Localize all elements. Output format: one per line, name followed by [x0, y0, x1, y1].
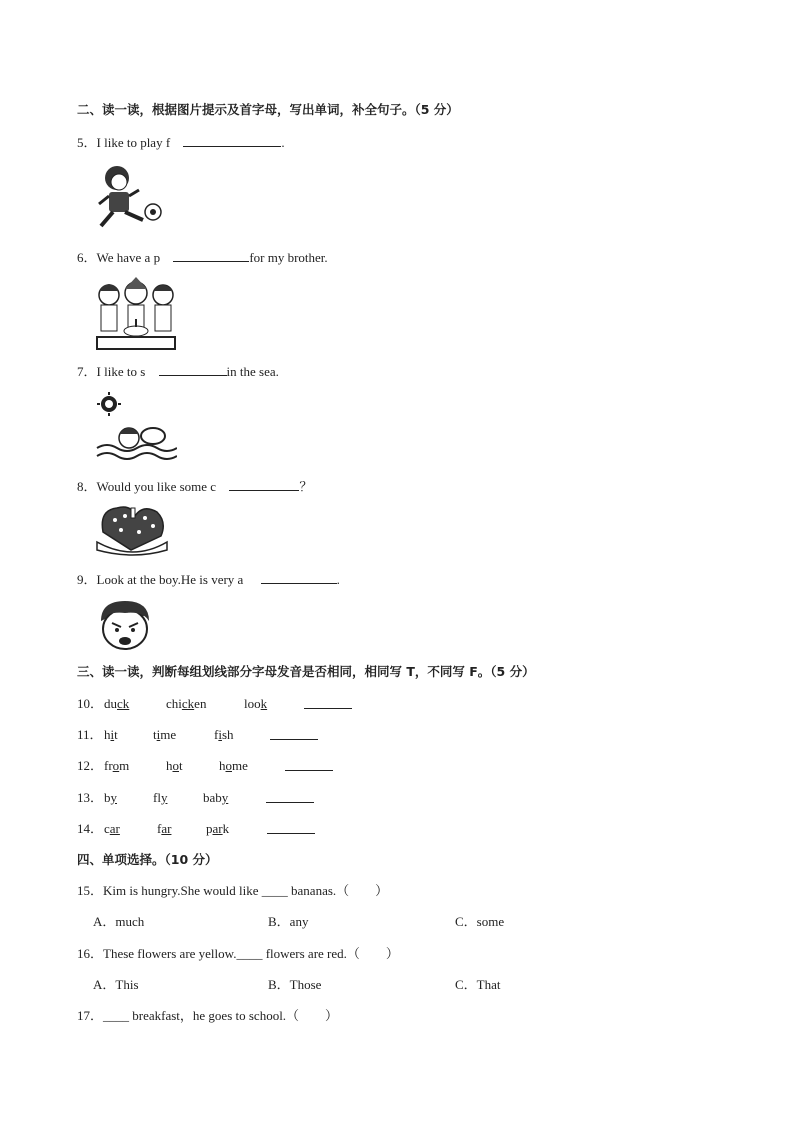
option-b[interactable]: B．Those — [268, 977, 322, 992]
question-6: 6．We have a p for my brother. — [77, 250, 328, 265]
answer-blank[interactable] — [304, 696, 352, 713]
soccer-boy-picture — [95, 162, 167, 232]
phonics-word — [104, 790, 117, 806]
cake-picture — [95, 502, 169, 560]
word-part: h — [219, 758, 226, 773]
question-15: 15．Kim is hungry.She would like ____ bananas.（ ） — [77, 883, 389, 898]
phonics-word — [203, 790, 228, 806]
word-part: t — [179, 758, 183, 773]
question-16: 16．These flowers are yellow.____ flowers are red.（ ） — [77, 946, 399, 961]
phonics-word — [104, 821, 120, 837]
question-number: 10． — [77, 696, 104, 711]
angry-boy-picture — [95, 599, 155, 651]
underlined-letters: ar — [212, 821, 223, 836]
word-part: c — [104, 821, 110, 836]
underlined-letters: ar — [161, 821, 172, 836]
underlined-letters: y — [110, 790, 117, 805]
phonics-word — [104, 727, 118, 743]
underlined-letters: y — [221, 790, 229, 805]
question-5: 5．I like to play f . — [77, 135, 285, 150]
word-part: me — [232, 758, 248, 773]
phonics-word — [104, 696, 129, 712]
phonics-word — [153, 727, 176, 743]
option-b[interactable]: B．any — [268, 914, 309, 929]
question-number: 11． — [77, 727, 103, 742]
question-number: 5． — [77, 135, 97, 150]
underlined-letters: i — [156, 727, 161, 742]
word-part: t — [114, 727, 118, 742]
option-c[interactable]: C．That — [455, 977, 501, 992]
question-8: 8．Would you like some c ？ — [77, 479, 313, 494]
word-part: b — [104, 790, 111, 805]
underlined-letters: ck — [181, 696, 195, 711]
section3-title: 三、读一读，判断每组划线部分字母发音是否相同，相同写 T，不同写 F。（5 分） — [77, 664, 535, 679]
word-part: bab — [203, 790, 222, 805]
answer-blank[interactable] — [261, 571, 337, 584]
answer-blank[interactable] — [285, 758, 333, 775]
underlined-letters: i — [110, 727, 115, 742]
party-picture — [95, 275, 177, 351]
word-part: fr — [104, 758, 113, 773]
section4-title: 四、单项选择。（10 分） — [77, 852, 218, 867]
phonics-word — [104, 758, 129, 774]
underlined-letters: ck — [117, 696, 130, 711]
answer-blank[interactable] — [159, 363, 227, 376]
word-part: fl — [153, 790, 161, 805]
word-part: t — [153, 727, 157, 742]
word-part: h — [166, 758, 173, 773]
phonics-word — [166, 696, 206, 712]
phonics-word — [206, 821, 229, 837]
phonics-word — [157, 821, 171, 837]
underlined-letters: i — [218, 727, 222, 742]
word-part: k — [222, 821, 230, 836]
phonics-word — [244, 696, 267, 712]
underlined-letters: y — [160, 790, 168, 805]
word-part: f — [157, 821, 162, 836]
question-text: I like to play f — [96, 135, 171, 150]
answer-blank[interactable] — [267, 821, 315, 838]
answer-blank[interactable] — [266, 790, 314, 807]
underlined-letters: o — [225, 758, 232, 773]
word-part: du — [104, 696, 117, 711]
question-number: 12． — [77, 758, 104, 773]
question-number: 13． — [77, 790, 104, 805]
answer-blank[interactable] — [229, 478, 299, 491]
option-a[interactable]: A．much — [93, 914, 145, 929]
question-7: 7．I like to s in the sea. — [77, 364, 279, 379]
question-9: 9．Look at the boy.He is very a . — [77, 572, 340, 587]
word-part: chi — [166, 696, 182, 711]
word-part: en — [194, 696, 207, 711]
swimming-picture — [95, 392, 177, 462]
word-part: p — [206, 821, 213, 836]
answer-blank[interactable] — [183, 134, 281, 147]
question-number: 14． — [77, 821, 104, 836]
question-17: 17．____ breakfast，he goes to school.（ ） — [77, 1008, 339, 1023]
underlined-letters: k — [260, 696, 268, 711]
phonics-word — [166, 758, 183, 774]
phonics-word — [219, 758, 248, 774]
underlined-letters: o — [112, 758, 120, 773]
underlined-letters: o — [172, 758, 179, 773]
option-c[interactable]: C．some — [455, 914, 505, 929]
word-part: m — [119, 758, 130, 773]
option-a[interactable]: A．This — [93, 977, 139, 992]
word-part: sh — [221, 727, 234, 742]
answer-blank[interactable] — [270, 727, 318, 744]
word-part: h — [104, 727, 111, 742]
section2-title: 二、读一读，根据图片提示及首字母，写出单词，补全句子。（5 分） — [77, 102, 459, 117]
phonics-word — [153, 790, 167, 806]
underlined-letters: ar — [109, 821, 120, 836]
phonics-word — [214, 727, 234, 743]
word-part: me — [160, 727, 177, 742]
word-part: loo — [244, 696, 261, 711]
word-part: f — [214, 727, 219, 742]
answer-blank[interactable] — [173, 249, 249, 262]
